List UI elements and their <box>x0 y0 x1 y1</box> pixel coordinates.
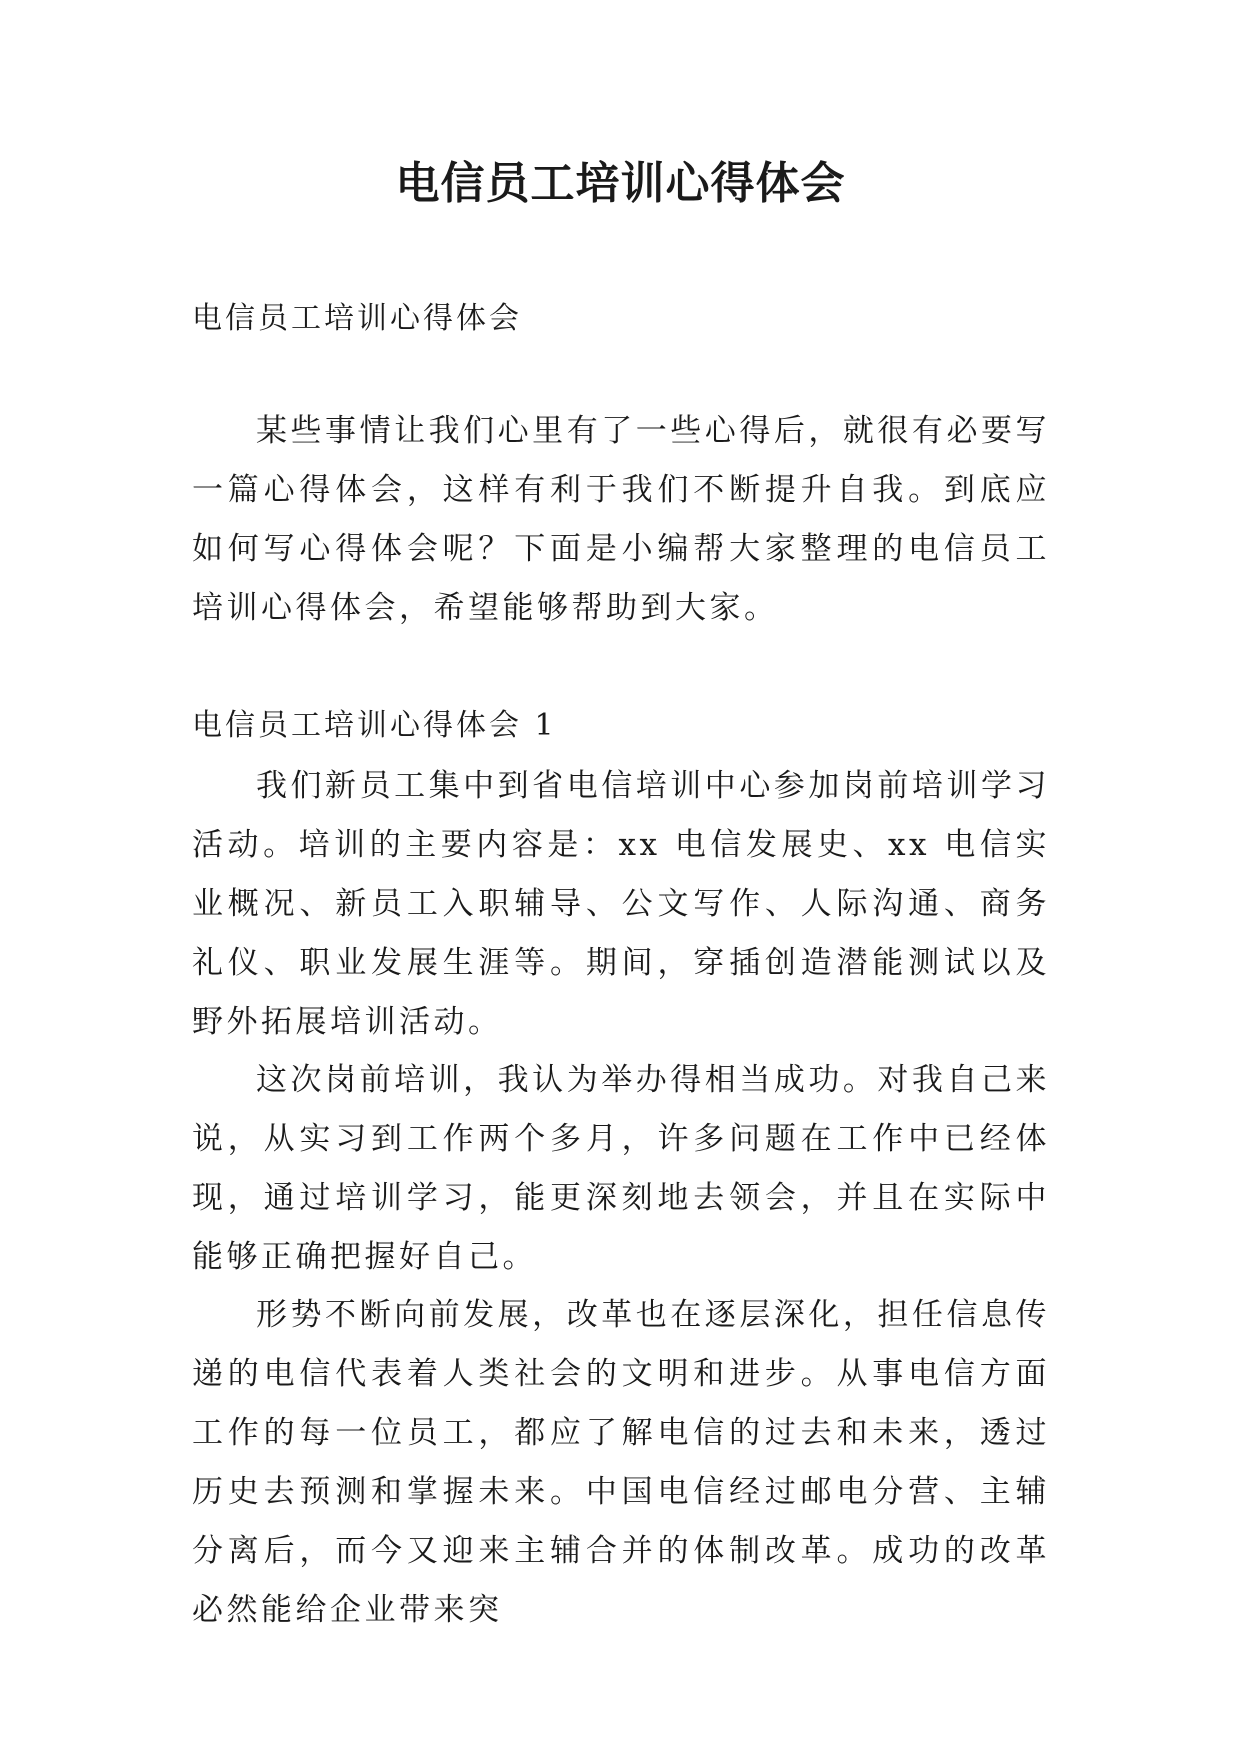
body-paragraph: 这次岗前培训，我认为举办得相当成功。对我自己来说，从实习到工作两个多月，许多问题在工作中已经体现，通过培训学习，能更深刻地去领会，并且在实际中能够正确把握好自己。 <box>192 1062 1050 1275</box>
document-subtitle: 电信员工培训心得体会 <box>192 301 522 336</box>
body-paragraph: 我们新员工集中到省电信培训中心参加岗前培训学习活动。培训的主要内容是：xx 电信发展史、xx 电信实业概况、新员工入职辅导、公文写作、人际沟通、商务礼仪、职业发展生涯等。期间，穿插创造潜能测试以及野外拓展培训活动。 <box>192 768 1050 1040</box>
body-paragraph: 形势不断向前发展，改革也在逐层深化，担任信息传递的电信代表着人类社会的文明和进步。从事电信方面工作的每一位员工，都应了解电信的过去和未来，透过历史去预测和掌握未来。中国电信经过邮电分营、主辅分离后，而今又迎来主辅合并的体制改革。成功的改革必然能给企业带来突 <box>192 1297 1050 1628</box>
document-title: 电信员工培训心得体会 <box>395 158 846 209</box>
intro-paragraph: 某些事情让我们心里有了一些心得后，就很有必要写一篇心得体会，这样有利于我们不断提升自我。到底应如何写心得体会呢？下面是小编帮大家整理的电信员工培训心得体会，希望能够帮助到大家。 <box>192 413 1050 626</box>
section-heading: 电信员工培训心得体会 1 <box>192 708 557 743</box>
